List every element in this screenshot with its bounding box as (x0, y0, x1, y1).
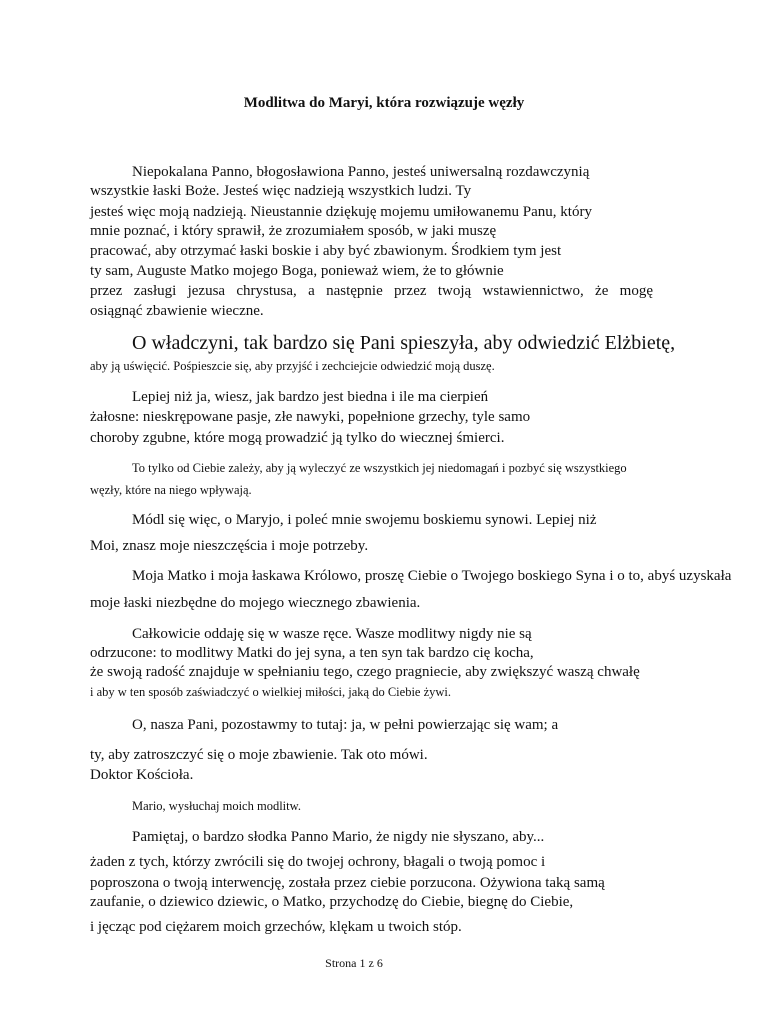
text-line: wszystkie łaski Boże. Jesteś więc nadzieją wszystkich ludzi. Ty (90, 183, 472, 199)
text-line-small: i aby w ten sposób zaświadczyć o wielkiej miłości, jaką do Ciebie żywi. (90, 685, 452, 699)
text-line-small: aby ją uświęcić. Pośpieszcie się, aby przyjść i zechciejcie odwiedzić moją duszę. (90, 359, 495, 373)
text-line: przez zasługi jezusa chrystusa, a następnie przez twoją wstawiennictwo, że mogę (90, 283, 653, 299)
text-line: ty, aby zatroszczyć się o moje zbawienie. Tak oto mówi. (90, 747, 428, 763)
text-line: zaufanie, o dziewico dziewic, o Matko, przychodzę do Ciebie, biegnę do Ciebie, (90, 894, 574, 910)
text-line: mnie poznać, i który sprawił, że zrozumiałem sposób, w jaki muszę (90, 223, 497, 239)
text-line: żaden z tych, którzy zwrócili się do twojej ochrony, błagali o twoją pomoc i (90, 854, 546, 870)
text-line: odrzucone: to modlitwy Matki do jej syna, a ten syn tak bardzo cię kocha, (90, 645, 534, 661)
text-line: poproszona o twoją interwencję, została przez ciebie porzucona. Ożywiona taką samą (90, 875, 605, 891)
text-line: Doktor Kościoła. (90, 767, 194, 783)
text-line-small: To tylko od Ciebie zależy, aby ją wyleczyć ze wszystkich jej niedomagań i pozbyć się wszystkiego (132, 461, 627, 475)
text-line: że swoją radość znajduje w spełnianiu tego, czego pragniecie, aby zwiększyć waszą chwałę (90, 664, 640, 680)
text-line-small: Mario, wysłuchaj moich modlitw. (132, 799, 301, 813)
text-line-large: O władczyni, tak bardzo się Pani spieszyła, aby odwiedzić Elżbietę, (132, 332, 676, 354)
text-line: Lepiej niż ja, wiesz, jak bardzo jest biedna i ile ma cierpień (132, 389, 489, 405)
text-line: osiągnąć zbawienie wieczne. (90, 303, 264, 319)
text-line: Moi, znasz moje nieszczęścia i moje potrzeby. (90, 538, 369, 554)
text-line: Pamiętaj, o bardzo słodka Panno Mario, że nigdy nie słyszano, aby... (132, 829, 545, 845)
text-line: pracować, aby otrzymać łaski boskie i aby być zbawionym. Środkiem tym jest (90, 243, 562, 259)
text-line: moje łaski niezbędne do mojego wiecznego zbawienia. (90, 595, 421, 611)
page-footer: Strona 1 z 6 (325, 956, 383, 970)
text-line: O, nasza Pani, pozostawmy to tutaj: ja, w pełni powierzając się wam; a (132, 717, 559, 733)
text-line-small: węzły, które na niego wpływają. (90, 483, 252, 497)
text-line: i jęcząc pod ciężarem moich grzechów, klękam u twoich stóp. (90, 919, 462, 935)
text-line: żałosne: nieskrępowane pasje, złe nawyki, popełnione grzechy, tyle samo (90, 409, 531, 425)
text-line: choroby zgubne, które mogą prowadzić ją tylko do wiecznej śmierci. (90, 430, 505, 446)
text-line: Moja Matko i moja łaskawa Królowo, proszę Ciebie o Twojego boskiego Syna i o to, abyś uzyskała (132, 568, 732, 584)
text-line: Niepokalana Panno, błogosławiona Panno, jesteś uniwersalną rozdawczynią (132, 164, 590, 180)
text-line: ty sam, Auguste Matko mojego Boga, ponieważ wiem, że to głównie (90, 263, 504, 279)
document-title: Modlitwa do Maryi, która rozwiązuje węzły (243, 95, 525, 111)
text-line: Módl się więc, o Maryjo, i poleć mnie swojemu boskiemu synowi. Lepiej niż (132, 512, 597, 528)
text-line: jesteś więc moją nadzieją. Nieustannie dziękuję mojemu umiłowanemu Panu, który (90, 204, 592, 220)
text-line: Całkowicie oddaję się w wasze ręce. Wasze modlitwy nigdy nie są (132, 626, 532, 642)
